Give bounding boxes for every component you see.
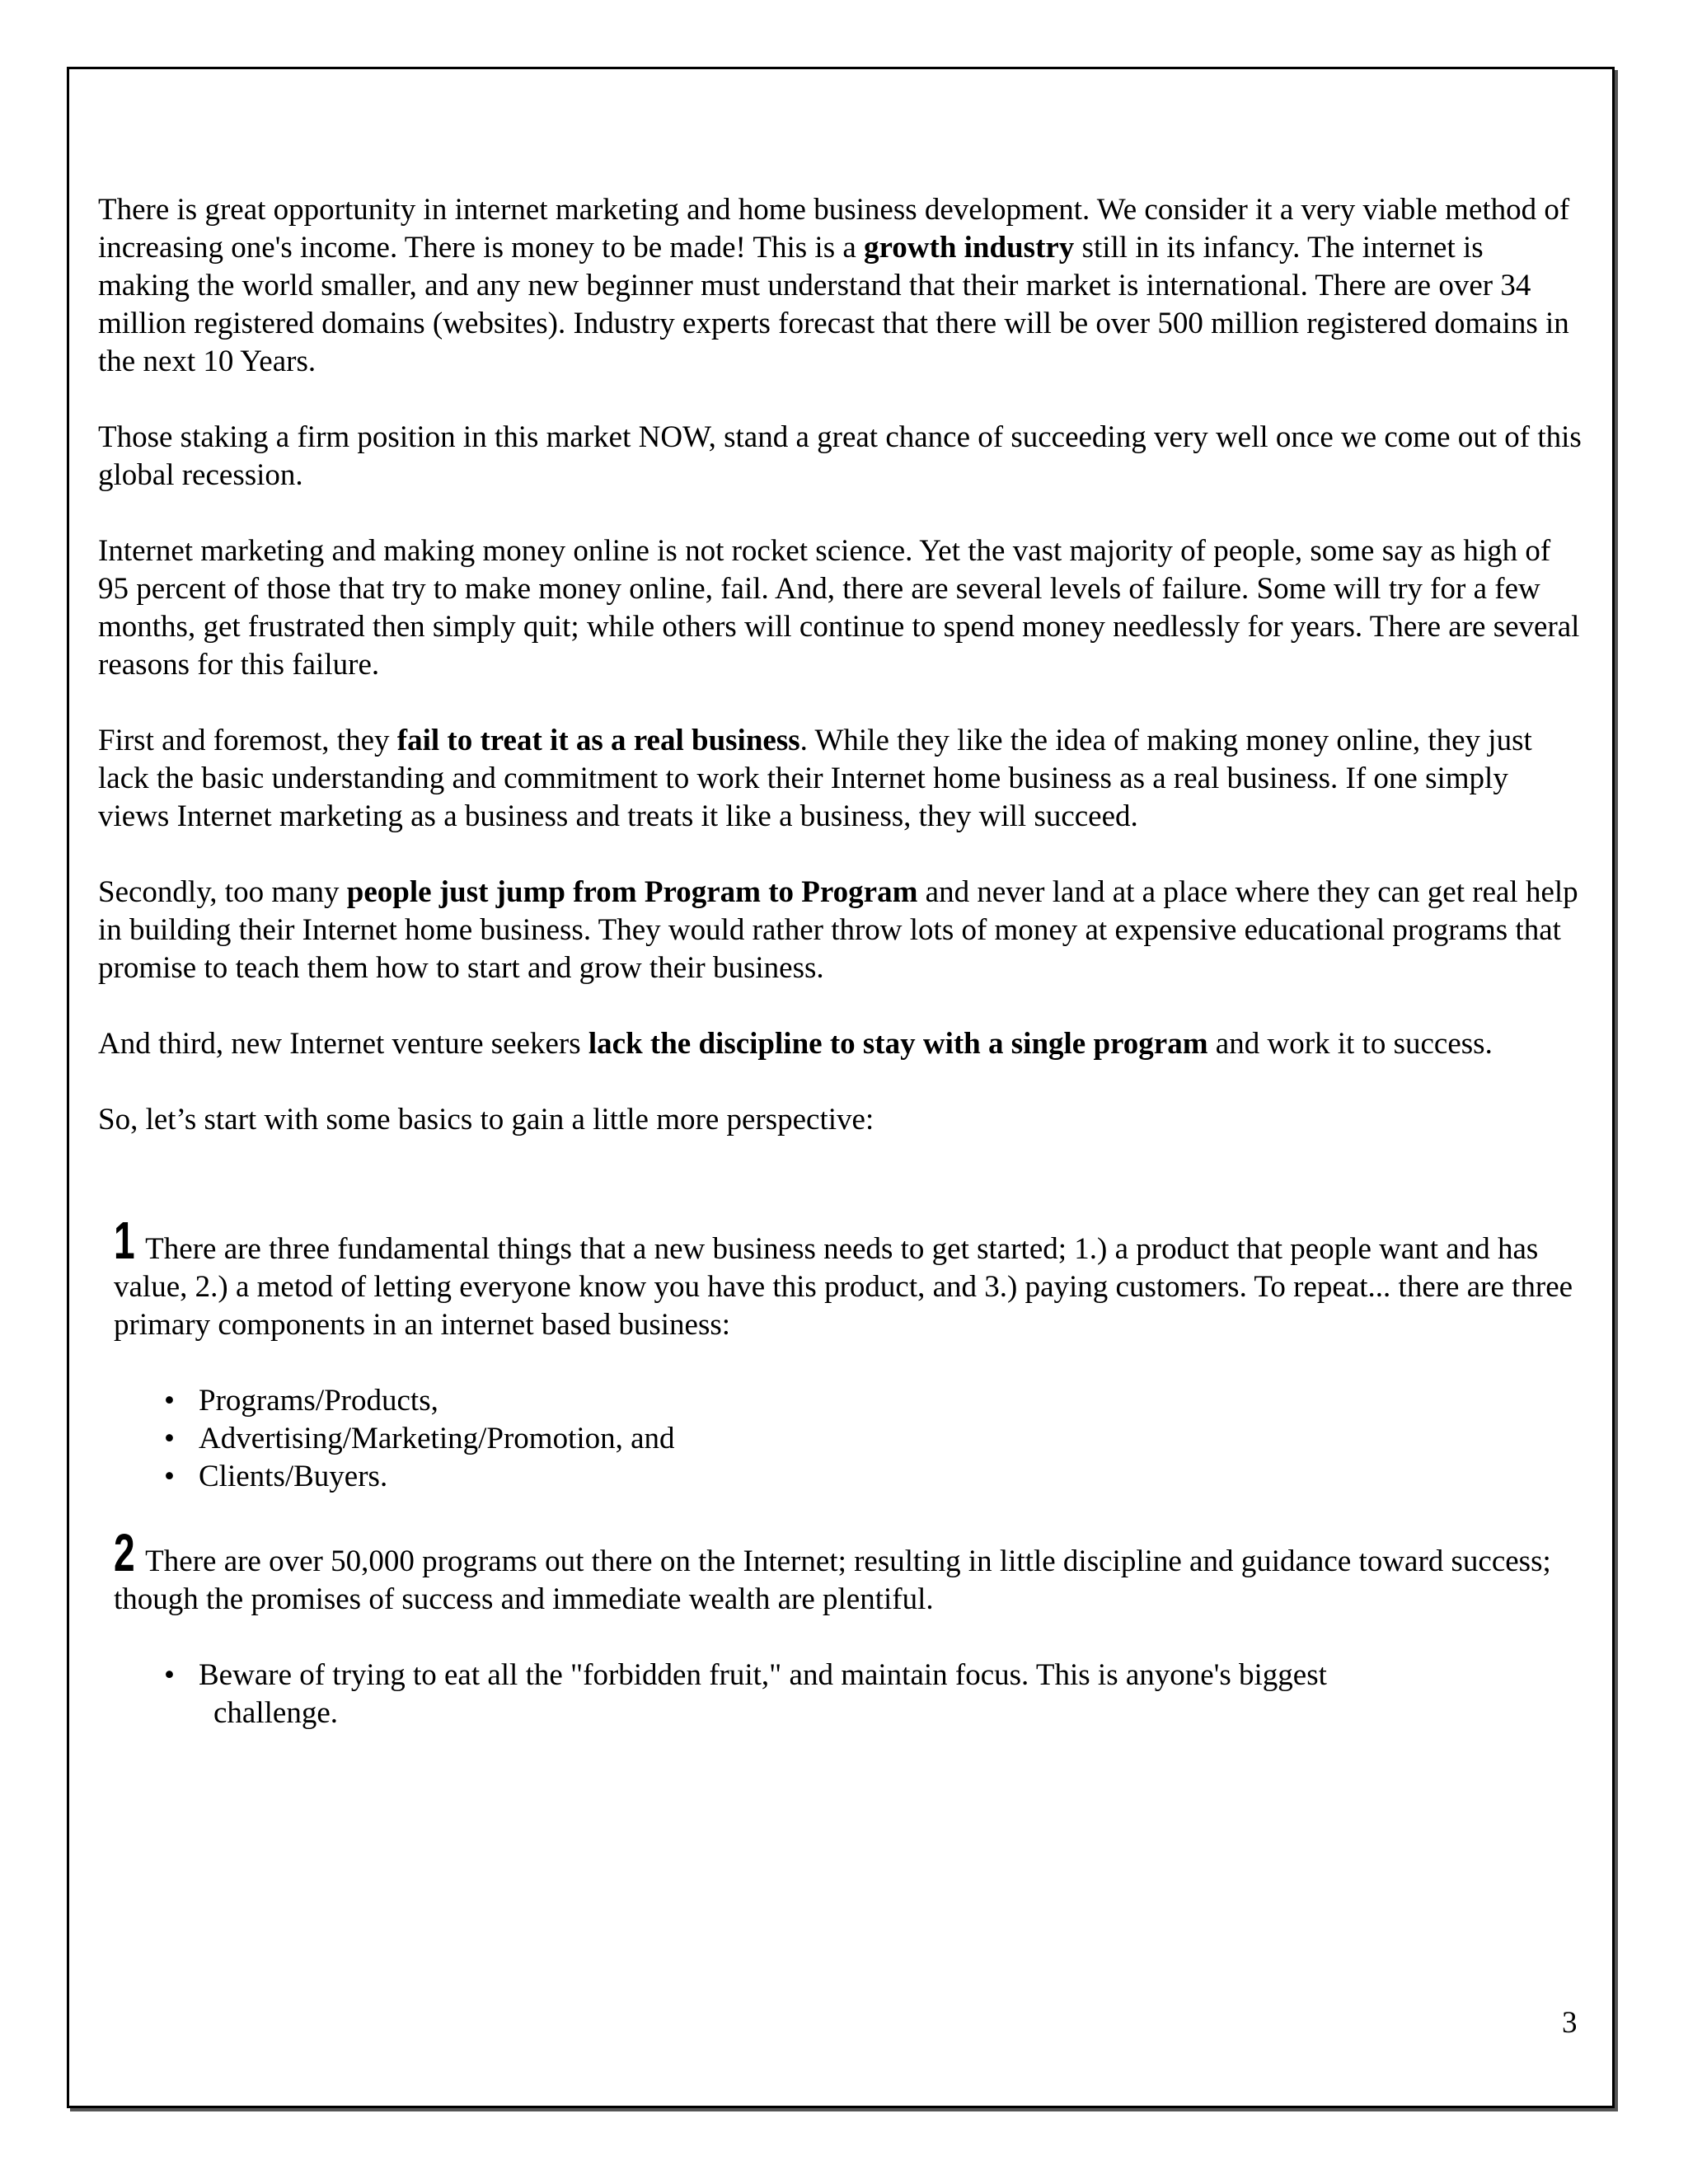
paragraph-basics: So, let’s start with some basics to gain a little more perspective:: [98, 1103, 874, 1137]
point-text-2: There are over 50,000 programs out there on the Internet; resulting in little discipline and guidance toward success; though the promises of success and immediate wealth are plentiful.: [114, 1544, 1551, 1616]
list-item: • Beware of trying to eat all the "forbidden fruit," and maintain focus. This is anyone's biggest challenge.: [98, 1657, 1582, 1732]
list-item: • Advertising/Marketing/Promotion, and: [98, 1420, 1582, 1458]
page-number: 3: [1562, 2006, 1578, 2040]
list-item: • Clients/Buyers.: [98, 1458, 1582, 1496]
point-1: [114, 1211, 1582, 1344]
emphasis-program-jumping: people just jump from Program to Program: [346, 875, 918, 909]
emphasis-discipline: lack the discipline to stay with a single program: [588, 1027, 1208, 1061]
point-2: [114, 1523, 1582, 1619]
paragraph-third-reason: And third, new Internet venture seekers lack the discipline to stay with a single program and work it to success.: [98, 1027, 1493, 1061]
emphasis-real-business: fail to treat it as a real business: [396, 724, 800, 757]
components-list: [98, 1382, 1582, 1496]
emphasis-growth-industry: growth industry: [864, 231, 1075, 265]
focus-list: [98, 1657, 1582, 1732]
paragraph-opportunity: There is great opportunity in internet marketing and home business development. We consider it a very viable method of increasing one's income. There is money to be made! This is a growth industry still in its infancy. The internet is making the world smaller, and any new beginner must understand that their market is international. There are over 34 million registered domains (websites). Industry experts forecast that there will be over 500 million registered domains in the next 10 Years.: [98, 193, 1570, 378]
paragraph-first-reason: First and foremost, they fail to treat it as a real business. While they like the idea of making money online, they just lack the basic understanding and commitment to work their Internet home business as a real business. If one simply views Internet marketing as a business and treats it like a business, they will succeed.: [98, 724, 1532, 833]
paragraph-second-reason: Secondly, too many people just jump from Program to Program and never land at a place where they can get real help in building their Internet home business. They would rather throw lots of money at expensive educational programs that promise to teach them how to start and grow their business.: [98, 875, 1578, 985]
paragraph-failure: Internet marketing and making money online is not rocket science. Yet the vast majority of people, some say as high of 95 percent of those that try to make money online, fail. And, there are several levels of failure. Some will try for a few months, get frustrated then simply quit; while others will continue to spend money needlessly for years. There are several reasons for this failure.: [98, 534, 1580, 682]
paragraph-position: Those staking a firm position in this market NOW, stand a great chance of succeeding very well once we come out of this global recession.: [98, 420, 1582, 492]
list-item: • Programs/Products,: [98, 1382, 1582, 1420]
point-text-1: There are three fundamental things that a new business needs to get started; 1.) a product that people want and has value, 2.) a metod of letting everyone know you have this product, and 3.) paying customers. To repeat... there are three primary components in an internet based business:: [114, 1232, 1573, 1342]
point-number-1: 1: [114, 1211, 135, 1270]
point-number-2: 2: [114, 1523, 135, 1582]
document-body: [98, 191, 1582, 1770]
